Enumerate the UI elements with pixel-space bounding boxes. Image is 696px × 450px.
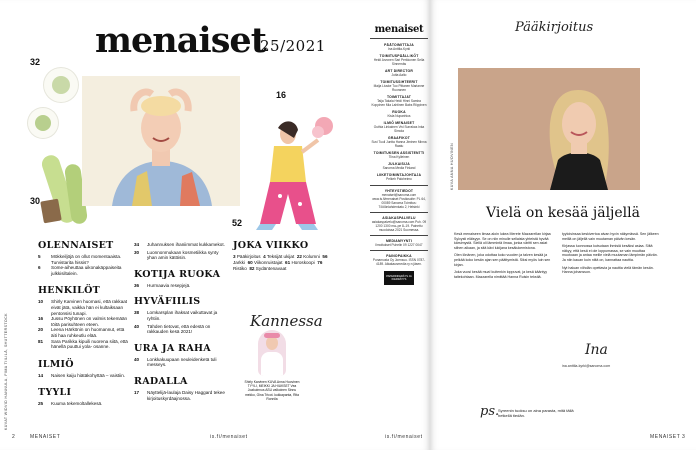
staff-names: Ina Anttila-Kyrki xyxy=(387,47,411,51)
toc-column-3 xyxy=(233,240,338,271)
cover-woman-illustration xyxy=(82,76,240,206)
customer-service-title: ASIAKASPALVELU xyxy=(382,216,416,220)
staff-role-title: TOIMITUKSEN ASSISTENTTI xyxy=(373,151,425,155)
toc-item[interactable]: 30 Luonnonmukaan kosmetiikka synty yhan amin kätöisin. xyxy=(134,249,219,261)
paragraph: Nyt haluan viihdän opettavia ja nauttia vielä tämän kesän. Hanna johansson. xyxy=(562,265,654,275)
editorial-script-label: Pääkirjoitus xyxy=(515,20,594,35)
staff-role-title: ILMIÖ MENAISET xyxy=(383,121,415,125)
staff-names: Jutta Aalto xyxy=(391,73,407,77)
toc-item[interactable]: 60 Viikonruistajat xyxy=(247,259,283,265)
right-page xyxy=(430,0,696,450)
masthead-logo: menaiset xyxy=(95,20,266,61)
food-plate-image xyxy=(44,68,78,102)
footer-page-number: 2 xyxy=(12,434,16,440)
staff-role-title: PÄÄTOIMITTAJA xyxy=(384,43,414,47)
staff-names: Heidi Arvonen Sari Perkkonen Sella Sinnemäs xyxy=(373,58,425,66)
toc-item[interactable]: 10 Shirly Karvinen huomasi, että rakkaat eivät jätä, vaikka hän ei kultaiksaan pentonsisi tunapi. xyxy=(38,299,128,316)
editor-email[interactable]: ina.anttila-kyrki@sanoma.com xyxy=(562,364,611,368)
staff-role-title: ART DIRECTOR xyxy=(385,69,413,73)
page-number-label: 52 xyxy=(232,218,243,228)
staff-names: Maija Liuske Tuo Pittanen Marianne Ruoranen xyxy=(373,84,425,92)
section-title: HENKILÖT xyxy=(38,285,101,297)
section-title: ILMIÖ xyxy=(38,358,74,370)
toc-item[interactable]: 16 Jussu Pöyhönen on valmis tekemään töitä parisuhteen eteen. xyxy=(38,316,128,327)
staff-role-title: RUOKA xyxy=(392,110,406,114)
fashion-illustration xyxy=(250,112,338,232)
toc-item[interactable]: 36 Hurmaavia resepjejä. xyxy=(134,282,191,288)
media-sales-info: Ilmoitukset Puhelin 09 1227 0047 xyxy=(375,243,423,247)
toc-item[interactable]: 17 Näyttelijä-laulaja Daisy Haggard tekee kirjoituskyrdäajnossa. xyxy=(134,389,225,401)
cover-photo xyxy=(82,76,240,206)
customer-service-info: asiakaspalvelu@sanoma.com Puh. 09 1200 1300 ma–pe 8–19. Painettu muodoissa 2021 Suomessa. xyxy=(371,220,427,232)
issue-number: 25/2021 xyxy=(260,37,326,55)
paragraph: Kirjassa luonnossa kutsutaan ihmisiä kesäksi asiaa. Siltä näkyy, että kesä ei ole loppumassa, se vain muuttaa muotoaan ja antaa meille vielä muutaman lämpimän päivän. Ja niin kauan kuin niitä on, kannattaa nauttia. xyxy=(562,244,658,262)
staff-names: Sanoma Media Finland xyxy=(382,166,416,170)
paragraph: Olen lönänen, joka odottaa koko vuoden ja talven kesää ja pelkää koko kesän ajan sen päättymistä. Siksi myös luin sen kirjan. xyxy=(454,253,551,267)
cover-caption: Shirly Karvinen KUVA Anna Huovinen TYYLI, MEIKKI JA HIUKSET Vea Joakuinnus ASU valkoinen Sinnu mekko, Gina Tricot. kukkapanta, Rita Ronnila xyxy=(244,380,300,401)
staff-role-title: TOIMITUSPÄÄLLIKÖT xyxy=(379,54,419,58)
joka-viikko-list xyxy=(233,254,338,271)
footer-url[interactable]: is.fi/menaiset xyxy=(210,434,248,440)
grater-image xyxy=(40,199,62,224)
staff-names: Tiina Kylleinen xyxy=(388,155,410,159)
staff-groups xyxy=(370,43,428,181)
staff-logo: menaiset xyxy=(374,24,424,35)
staff-names: Suvi Tuuli Juntta Hanna Jiminen Minna Raatu xyxy=(371,140,427,148)
footer-brand: MENAISET xyxy=(30,434,61,440)
staff-names: Taija Takala Heidi Hinni Samira Koppinen Mia Lahtinen Babs Riippinen xyxy=(371,99,427,107)
page-number-label: 32 xyxy=(30,57,41,67)
toc-item[interactable]: 6 Some-aiheuttaa uikonakäppaiseita julkkisiltalein. xyxy=(38,265,122,276)
paragraph: tyyloisinsaa keskivertoa aivan hyvin näkymässä. Sen jälkeen meillä on jäljellä vain muutaman päivän kesän. xyxy=(562,232,659,241)
recycle-seal: PAPERINKERÄYS JA KIERRÄTYS xyxy=(384,271,414,285)
toc-item[interactable]: 3 Pääkirjoitus xyxy=(233,254,261,259)
toc-item[interactable]: 38 Lomkarsplan ihaksat vaikuttavat ja ryhtiin. xyxy=(134,310,218,321)
toc-item[interactable]: 76 Ristiko xyxy=(233,259,323,271)
food-plate-image xyxy=(28,108,58,138)
printing-info: Punamusta Oy Joensuu. ISSN 0787-4189. Aikakausmedia ry:n jäsen. xyxy=(372,258,426,266)
staff-names: Pelkeh Paloheimo xyxy=(386,177,412,181)
staff-role-title: TOIMITUSSIHTEERIT xyxy=(380,80,418,84)
toc-item[interactable]: 4 Teksijät ukijat xyxy=(263,254,295,259)
toc-item[interactable]: 61 Horoskoopi xyxy=(285,259,315,265)
editor-portrait xyxy=(458,68,640,190)
paragraph: Joka vuosi kesää mua! kuitenkin loppuvat, ja kesä kääntyy taitekohtaan. Mazzarella nimittää Hanna Ruisin tekstiä. xyxy=(454,270,548,279)
editorial-column-2 xyxy=(562,232,662,278)
cover-thumbnail xyxy=(258,330,286,376)
staff-column xyxy=(370,24,428,285)
footer-brand: MENAISET xyxy=(650,434,681,440)
staff-role-title: JULKAISIJA xyxy=(388,162,410,166)
editor-portrait-illustration xyxy=(458,68,640,190)
toc-item[interactable]: 82 Sydäntenavaat xyxy=(249,265,287,271)
toc-item[interactable]: 40 Lonkkakuupaan neuleidenketä tuli messeys. xyxy=(134,356,217,368)
section-title: OLENNAISET xyxy=(38,240,114,251)
section-title: URA JA RAHA xyxy=(134,342,211,354)
toc-item[interactable]: 20 Leena Härkönin on huomannut, että äiti haa ruhkeutlu elää. xyxy=(38,327,125,338)
photo-credit: KUVAT WIDVID HANNULA, FIMA TIILILÄ, SHUTTERSTOCK xyxy=(4,313,8,430)
headline: Vielä on kesää jäljellä xyxy=(486,205,640,221)
toc-column-1 xyxy=(38,240,130,407)
page-number-label: 16 xyxy=(276,90,287,100)
page-number-label: 30 xyxy=(30,196,41,206)
footer-page-number: 3 xyxy=(682,434,686,440)
cover-script-label: Kannessa xyxy=(250,312,323,330)
toc-item[interactable]: 56 Jarkki xyxy=(233,254,328,265)
ps-label: ps. xyxy=(480,404,500,419)
media-sales-title: MEDIAMYYNTI xyxy=(386,239,412,243)
section-title: JOKA VIIKKO xyxy=(233,240,309,251)
toc-item[interactable]: 22 Kolumni xyxy=(296,254,320,259)
section-title: RADALLA xyxy=(134,375,188,387)
staff-names: Outhia Linkainen Vivi Surrakas Inka Simola xyxy=(373,125,425,133)
toc-item[interactable]: 34 Juhannuksen ihaniimmat kukkamekot. xyxy=(134,242,225,247)
ps-text: Syreenin tuoksu on aina parasta, mitä tällä hetkellä tiedän. xyxy=(498,408,574,418)
toc-item[interactable]: 5 Mökkeiljöjä on ollut momentaaista. Turvistarita hissis? xyxy=(38,254,122,265)
staff-role-title: GRAAFIKOT xyxy=(388,136,410,140)
section-title: TYYLI xyxy=(38,387,72,399)
section-title: KOTIJA RUOKA xyxy=(134,268,221,280)
staff-role-title: LIIKETOIMINTAJOHTAJA xyxy=(376,173,422,177)
contact-title: YHTEYSTIEDOT xyxy=(384,189,414,193)
toc-item[interactable]: 81 Sara Parikka kipuili nuorena siitä, että hänellä puuttui yola- osanne. xyxy=(38,338,128,350)
toc-item[interactable]: 25 Kuuma tekemoltallekesä. xyxy=(38,401,103,407)
footer-url[interactable]: is.fi/menaiset xyxy=(385,434,423,440)
photo-credit: KUVA ANNA HUOVINEN xyxy=(450,142,454,190)
printing-title: PAINOPAIKKA xyxy=(386,254,412,258)
staff-role-title: TOIMITTAJAT xyxy=(386,95,412,99)
staff-names: Kisla Nupanhius xyxy=(387,114,411,118)
editorial-column-1 xyxy=(454,232,552,282)
paragraph: Kesä menaiseen ilmaa aloin lukea Merete Mazzarellan kirjaa Sylvysti eläisyyn. Se on niin minulle sellaista yhteistä hyvää kärsimystä. Siellä oli lämmintä ilmaa, jonka väritti sen asiat siihen aikaan, ja sitä kävi lukijana kesälukemistona. xyxy=(454,232,551,250)
contact-info: menaiset@sanoma.com www.is.fi/menaiset Postiosoite: PL 64, 00089 Sanoma Toimitus: Töölönlahdenkatu 2, Helsinki xyxy=(372,193,426,209)
toc-item[interactable]: 40 Tähden tietovat, että edestä on rakkauden kesä 2021! xyxy=(134,323,211,335)
section-title: HYVÄFIILIS xyxy=(134,296,201,308)
toc-item[interactable]: 14 Naisen kaiju hiätäkohyttää – vaistiin. xyxy=(38,372,126,378)
editor-signature: Ina xyxy=(585,342,608,358)
toc-column-2 xyxy=(134,242,226,401)
